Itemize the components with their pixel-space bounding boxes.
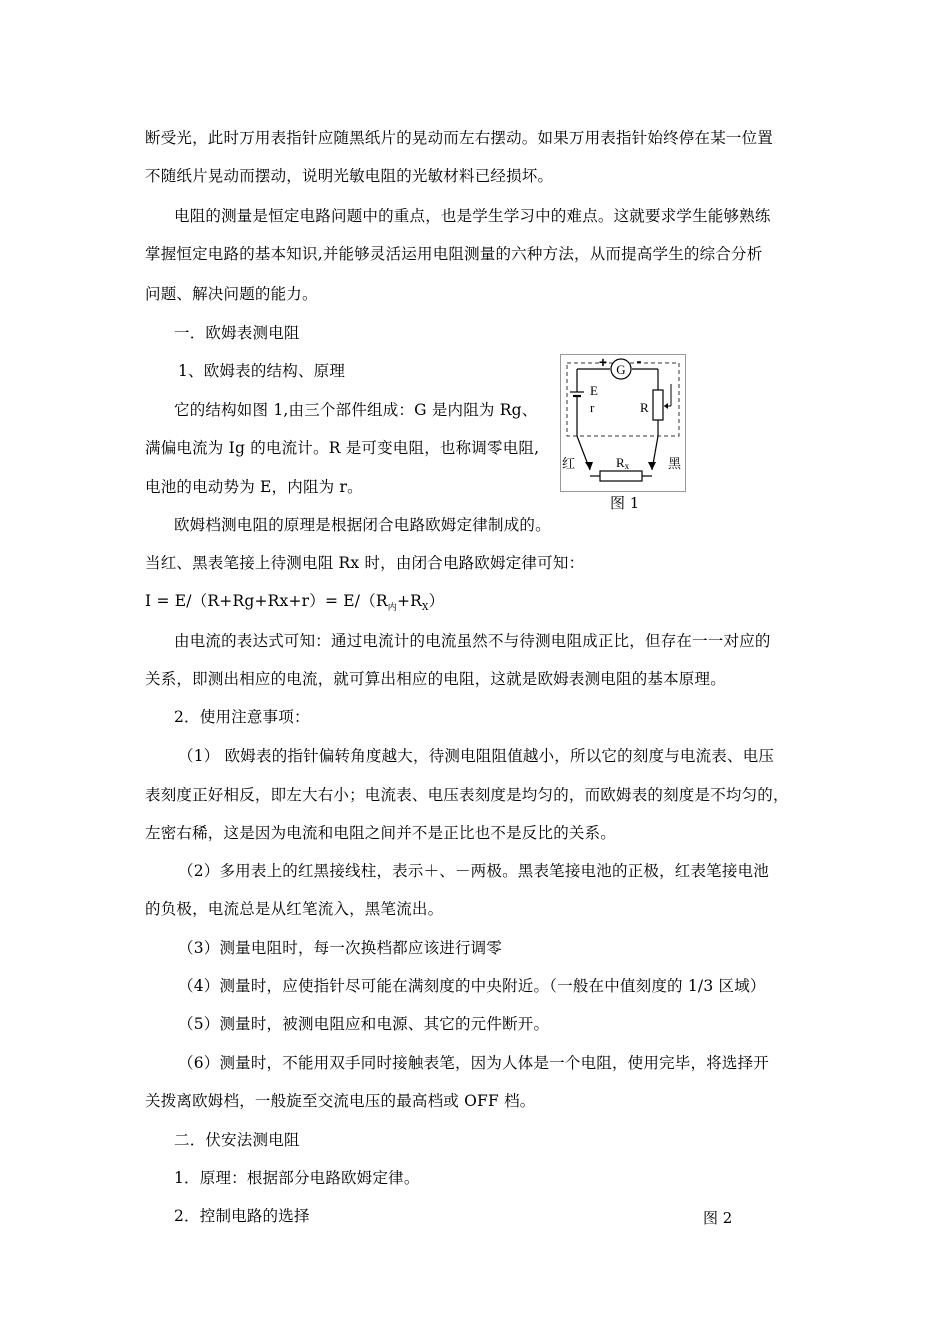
red-probe-label: 红 (562, 457, 576, 472)
paragraph-line: 欧姆档测电阻的原理是根据闭合电路欧姆定律制成的。 (174, 516, 551, 534)
subsection-heading: 2．使用注意事项： (174, 708, 310, 726)
black-probe-label: 黑 (668, 457, 682, 472)
paragraph-line: 表刻度正好相反，即左大右小；电流表、电压表刻度是均匀的，而欧姆表的刻度是不均匀的， (145, 786, 789, 804)
paragraph-line: 左密右稀，这是因为电流和电阻之间并不是正比也不是反比的关系。 (145, 824, 617, 842)
figure-1-ohmmeter-circuit (560, 354, 686, 492)
minus-sign-label: - (636, 354, 642, 370)
formula-main: I = E/（R+Rg+Rx+r）= E/（R (145, 592, 388, 610)
list-item: （2）多用表上的红黑接线柱，表示＋、－两极。黑表笔接电池的正极，红表笔接电池 (178, 862, 769, 880)
list-item: （1） 欧姆表的指针偏转角度越大，待测电阻阻值越小，所以它的刻度与电流表、电压 (178, 747, 775, 765)
formula-sub-x: X (422, 603, 429, 613)
rheostat-icon (653, 390, 663, 420)
paragraph-line: 2．控制电路的选择 (174, 1207, 310, 1225)
paragraph-line: 由电流的表达式可知：通过电流计的电流虽然不与待测电阻成正比，但存在一一对应的 (174, 632, 771, 650)
paragraph-line: 1．原理：根据部分电路欧姆定律。 (174, 1169, 420, 1187)
plus-sign-label: + (598, 354, 608, 370)
circuit-diagram (560, 354, 686, 492)
rx-resistor-icon (600, 471, 642, 481)
list-item: （5）测量时，被测电阻应和电源、其它的元件断开。 (178, 1015, 550, 1033)
rx-label: Rx (616, 455, 630, 471)
section-heading: 二．伏安法测电阻 (174, 1131, 300, 1149)
subsection-heading: 1、欧姆表的结构、原理 (178, 362, 346, 380)
list-item: （3）测量电阻时，每一次换档都应该进行调零 (178, 939, 503, 957)
paragraph-line: 掌握恒定电路的基本知识,并能够灵活运用电阻测量的六种方法，从而提高学生的综合分析 (145, 245, 763, 263)
paragraph-line: 关系，即测出相应的电流，就可算出相应的电阻，这就是欧姆表测电阻的基本原理。 (145, 670, 726, 688)
formula-plus: +R (396, 592, 423, 610)
paragraph-line: 满偏电流为 Ig 的电流计。R 是可变电阻，也称调零电阻, (145, 439, 540, 457)
rheostat-label: R (640, 400, 649, 415)
galvanometer-label: G (616, 362, 626, 377)
formula-close: ） (428, 592, 445, 610)
formula-sub-internal: 内 (387, 603, 397, 613)
paragraph-line: 电池的电动势为 E，内阻为 r。 (145, 478, 363, 496)
list-item: （4）测量时，应使指针尽可能在满刻度的中央附近。（一般在中值刻度的 1/3 区域） (178, 977, 766, 995)
paragraph-line: 电阻的测量是恒定电路问题中的重点，也是学生学习中的难点。这就要求学生能够熟练 (174, 207, 771, 225)
paragraph-line: 的负极，电流总是从红笔流入，黑笔流出。 (145, 900, 444, 918)
figure-1-caption: 图 1 (610, 494, 640, 512)
paragraph-line: 断受光，此时万用表指针应随黑纸片的晃动而左右摆动。如果万用表指针始终停在某一位置 (145, 129, 774, 147)
internal-resistance-label: r (590, 400, 595, 415)
list-item: （6）测量时，不能用双手同时接触表笔，因为人体是一个电阻，使用完毕，将选择开 (178, 1054, 769, 1072)
paragraph-line: 关拨离欧姆档，一般旋至交流电压的最高档或 OFF 档。 (145, 1092, 536, 1110)
figure-2-caption: 图 2 (703, 1209, 733, 1227)
section-heading: 一．欧姆表测电阻 (174, 324, 300, 342)
paragraph-line: 当红、黑表笔接上待测电阻 Rx 时，由闭合电路欧姆定律可知： (145, 554, 585, 572)
paragraph-line: 问题、解决问题的能力。 (145, 285, 318, 303)
paragraph-line: 不随纸片晃动而摆动，说明光敏电阻的光敏材料已经损坏。 (145, 167, 554, 185)
formula (145, 591, 444, 618)
emf-label: E (590, 383, 598, 398)
paragraph-line: 它的结构如图 1,由三个部件组成：G 是内阻为 Rg、 (174, 401, 538, 419)
